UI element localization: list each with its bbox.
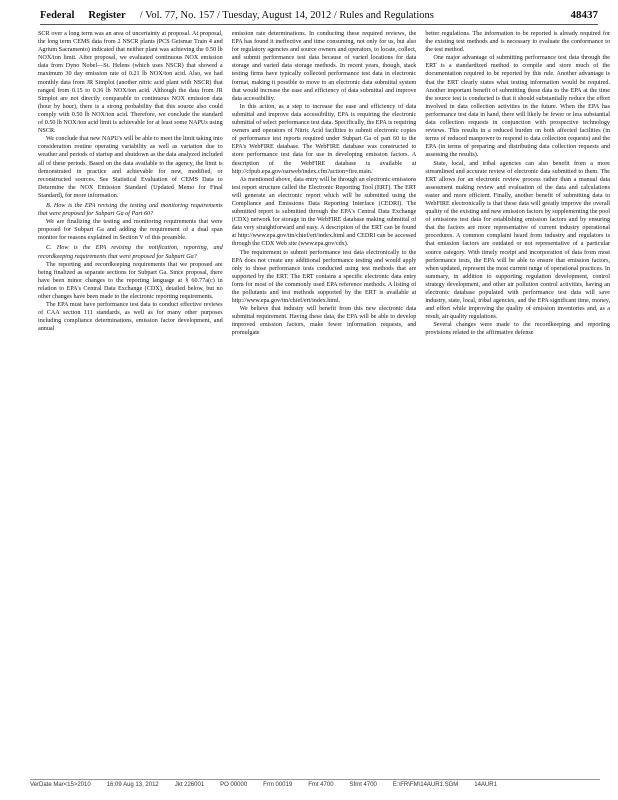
- column-2: [232, 30, 417, 768]
- footer-verdate: VerDate Mar<15>2010: [30, 782, 91, 788]
- footer-time: 16:09 Aug 13, 2012: [106, 782, 159, 788]
- page-header: [40, 6, 598, 25]
- footer-po: PO 00000: [220, 782, 248, 788]
- footer-tag: 14AUR1: [474, 782, 497, 788]
- footer-frm: Frm 00019: [263, 782, 293, 788]
- paragraph: emission rate determinations. In conducting these required reviews, the EPA has found it ineffective and time consuming, not only for us, but also for regulatory agencies and source owners and operators, to locate, collect, and submit performance test data because of varied locations for data storage and varied data storage methods. In recent years, though, stack testing firms have typically collected performance test data in electronic format, making it possible to move to an electronic data submittal system that would increase the ease and efficiency of data submittal and improve data accessibility.: [231, 31, 417, 102]
- footer-file: E:\FR\FM\14AUR1.SGM: [392, 782, 459, 788]
- paragraph: We believe that industry will benefit from this new electronic data submittal requirement. Having these data, the EPA will be able to develop improved emission factors, make fewer information requests, and promulgate: [231, 306, 417, 337]
- journal-register: Register: [88, 9, 126, 21]
- paragraph: SCR over a long term was an area of uncertainty at proposal. At proposal, the long term CEMS data from 2 NSCR plants (PCS Geismar Train 4 and Agrium Sacramento) indicated that neither plant was achieving the 0.50 lb NOX/ton limit. After proposal, we evaluated continuous NOX emission data from Dyno Nobel—St. Helens (which uses NSCR) that showed a maximum 30 day emission rate of 0.21 lb NOX/ton acid. Also, we had monthly data from JR Simplot (another nitric acid plant with NSCR) that ranged from 0.15 to 0.36 lb NOX/ton acid. Although the data from JR Simplot are not directly comparable to continuous NOX emission data (hour by hour), there is a strong probability that this source also could comply with 0.50 lb NOX/ton acid. Therefore, we conclude the standard of 0.50 lb NOX/ton acid limit is achievable for at least some NAPUs using NSCR.: [38, 31, 223, 135]
- footer-jkt: Jkt 226001: [174, 782, 205, 788]
- paragraph: We conclude that new NAPU's will be able to meet the limit taking into consideration routine operating variability as well as variation due to weather and periods of startup and shutdown as the data analyzed included all of these periods. Based on the data available to the agency, the limit is demonstrated in practice and achievable for new, modified, or reconstructed sources. See Statistical Evaluation of CEMS Data to Determine the NOX Emission Standard (Updated Memo for Final Standard), for more information.: [38, 136, 223, 199]
- paragraph: The requirement to submit performance test data electronically to the EPA does not create any additional performance testing and would apply only to those performance tests conducted using test methods that are supported by the ERT. The ERT contains a specific electronic data entry form for most of the commonly used EPA reference methods. A listing of the pollutants and test methods supported by the ERT is available at http://www.epa.gov/ttn/chief/ert/index.html.: [231, 249, 417, 305]
- section-question: B. How is the EPA revising the testing and monitoring requirements that were proposed for Subpart Ga of Part 60?: [38, 202, 223, 218]
- section-question: C. How is the EPA revising the notification, reporting, and recordkeeping requirements that were proposed for Subpart Ga?: [38, 245, 223, 260]
- paragraph: better regulations. The information to be reported is already required for the existing test methods and is necessary to evaluate the conformance to the test method.: [425, 31, 611, 54]
- paragraph: The reporting and recordkeeping requirements that we proposed are being finalized as separate sections for Subpart Ga. Since proposal, there have been minor changes to the reporting language at § 60.77a(c) in relation to EPA's Central Data Exchange (CDX), detailed below, but no other changes have been made to the electronic reporting requirements.: [38, 261, 223, 300]
- paragraph: The EPA must have performance test data to conduct effective reviews of CAA section 111 standards, as well as for many other purposes including compliance determinations, emission factor development, and annual: [38, 302, 223, 333]
- column-1: [38, 30, 223, 768]
- body-columns: [38, 30, 610, 768]
- journal-title: [40, 10, 434, 21]
- paragraph: We are finalizing the testing and monitoring requirements that were proposed for Subpart Ga and adding the requirement of a dual span monitor for reasons explained in Section V of this preamble.: [38, 219, 223, 242]
- footer-fmt: Fmt 4700: [308, 782, 334, 788]
- issue-info: / Vol. 77, No. 157 / Tuesday, August 14, 2012 / Rules and Regulations: [139, 9, 434, 21]
- footer-sfmt: Sfmt 4700: [349, 782, 377, 788]
- column-3: [425, 30, 610, 768]
- paragraph: As mentioned above, data entry will be through an electronic emissions test report structure called the Electronic Reporting Tool (ERT). The ERT will generate an electronic report which will be submitted using the Compliance and Emissions Data Reporting Interface (CEDRI). The submitted report is submitted through the EPA's Central Data Exchange (CDX) network for storage in the WebFIRE database making submittal of data very straightforward and easy. A description of the ERT can be found at http://www.epa.gov/ttn/chief/ert/index.html and CEDRI can be accessed through the CDX Web site (www.epa.gov/cdx).: [231, 176, 417, 248]
- paragraph: State, local, and tribal agencies can also benefit from a more streamlined and accurate review of electronic data submitted to them. The ERT allows for an electronic review process rather than a manual data assessment making review and evaluation of the data and calculations easier and more efficient. Finally, another benefit of submitting data to WebFIRE electronically is that these data will greatly improve the overall quality of the existing and new emission factors by supplementing the pool of emissions test data for establishing emission factors and by ensuring that the factors are more representative of current industry operational procedures. A common complaint heard from industry and regulators is that emission factors are outdated or not representative of a particular source category. With timely receipt and incorporation of data from most performance tests, the EPA will be able to ensure that emission factors, when updated, represent the most current range of operational practices. In summary, in addition to supporting regulation development, control strategy development, and other air pollution control activities, having an electronic database populated with performance test data will save industry, state, local, tribal agencies, and the EPA significant time, money, and effort while improving the quality of emission inventories and, as a result, air quality regulations.: [425, 160, 611, 321]
- paragraph: One major advantage of submitting performance test data through the ERT is a standardized method to compile and store much of the documentation required to be reported by this rule. Another advantage is that the ERT clearly states what testing information would be required. Another important benefit of submitting these data to the EPA at the time the source test is conducted is that it should substantially reduce the effort involved in data collection activities in the future. When the EPA has performance test data in hand, there will likely be fewer or less substantial data collection requests in conjunction with prospective technology reviews. This results in a reduced burden on both affected facilities (in terms of reduced manpower to respond to data collection requests) and the EPA (in terms of preparing and distributing data collection requests and assessing the results).: [425, 55, 611, 159]
- paragraph: In this action, as a step to increase the ease and efficiency of data submittal and improve data accessibility, EPA is requiring the electronic submittal of select performance test data. Specifically, the EPA is requiring owners and operators of Nitric Acid facilities to submit electronic copies of performance test reports required under Subpart Ga of part 60 to the EPA's WebFIRE database. The WebFIRE database was constructed to store performance test data for use in developing emission factors. A description of the WebFIRE database is available at http://cfpub.epa.gov/oarweb/index.cfm?action=fire.main.: [231, 103, 417, 175]
- paragraph: Several changes were made to the recordkeeping and reporting provisions related to the affirmative defense: [425, 322, 611, 337]
- page-footer: [30, 779, 600, 788]
- journal-name: Federal: [40, 9, 75, 21]
- page-number: 48437: [570, 9, 598, 21]
